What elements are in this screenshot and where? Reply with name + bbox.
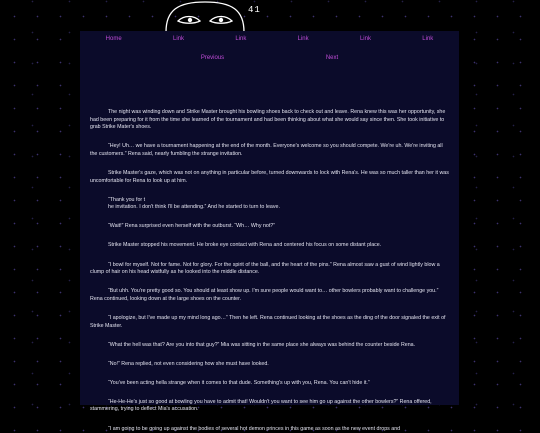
main-nav [80,31,459,50]
story-paragraph: “He-He-He's just so good at bowling you have to admit that! Wouldn't you want to see him go up against the other bowlers?” Rena offered, stammering, trying to deflect Mia's accusation. [90,398,432,413]
page-pager [80,55,459,69]
nav-link-3[interactable]: Link [297,36,309,42]
logo-right-pupil [219,18,223,22]
next-page-link[interactable]: Next [325,55,339,61]
story-paragraph: Strike Master's gaze, which was not on anything in particular before, turned downwards to lock with Rena's. He was so much taller than her it was uncomfortable for Rena to look up at him. [90,169,449,184]
story-paragraph: “Hey! Uh… we have a tournament happening at the end of the month. Everyone's welcome so you should compete. We're uh. We're inviting all the customers.” Rena said, nearly fumbling the strange invitation. [90,143,443,157]
nav-link-5[interactable]: Link [422,36,434,42]
nav-home-link[interactable]: Home [105,36,122,42]
story-text [80,69,459,433]
content-panel [80,31,459,432]
story-paragraph: Strike Master stopped his movement. He broke eye contact with Rena and centered his focus on some distant place. [108,242,382,249]
previous-page-link[interactable]: Previous [200,55,225,61]
nav-link-1[interactable]: Link [172,36,184,42]
story-paragraph: “I apologize, but I've made up my mind long ago…” Then he left. Rena continued looking at the shoes as the ding of the door signaled the exit of Strike Master. [90,314,446,329]
story-paragraph: “No!” Rena replied, not even considering how she must have looked. [108,360,269,367]
logo-left-pupil [188,18,192,22]
story-paragraph: The night was winding down and Strike Master brought his bowling shoes back to check out and leave. Rena knew this was her opportunity, she had been preparing for it from the time she learned of the tournament and had been thinking about what she would say since then. She took initiative to grab Strike Mater's shoes. [90,109,446,131]
story-paragraph: “What the hell was that? Are you into that guy?” Mia was sitting in the same place she always was behind the counter beside Rena. [108,341,416,348]
story-paragraph: “I bowl for myself. Not for fame. Not for glory. For the spirit of the ball, and the heart of the pins.” Rena almost saw a gust of wind lightly blow a clump of hair on his head wistfully as he looked into the middle distance. [90,261,440,276]
nav-link-4[interactable]: Link [359,36,371,42]
story-paragraph: “But uhh. You're pretty good so. You should at least show up. I'm sure people would want to… other bowlers probably want to challenge you.” Rena continued, looking down at the large shoes on the counter. [90,288,439,302]
nav-link-2[interactable]: Link [235,36,247,42]
story-paragraph: “I am going to be going up against the bodies of several hot demon princes in this game as soon as the new event drops and [108,425,401,432]
story-paragraph: “Thank you for t [108,196,146,203]
story-paragraph: “Wait!” Rena surprised even herself with the outburst. “Wh… Why not?” [108,223,276,230]
story-paragraph: “You've been acting hella strange when it comes to that dude. Something's up with you, Rena. You can't hide it.” [108,379,370,386]
logo-text: 41 [248,5,261,15]
logo-head-outline [166,2,244,32]
story-paragraph: he invitation. I don't think I'll be attending.” And he started to turn to leave. [108,204,280,211]
